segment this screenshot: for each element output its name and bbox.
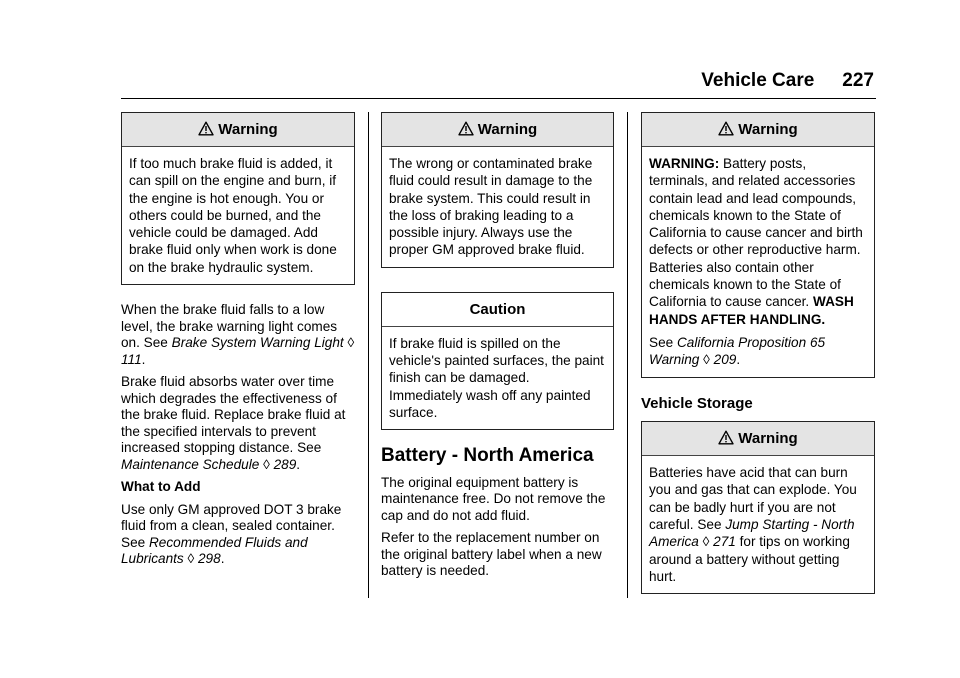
warning-title: Warning xyxy=(738,121,798,138)
warning-icon xyxy=(458,121,474,136)
column-divider-1 xyxy=(368,112,369,598)
warning-box-brake-overfill xyxy=(121,112,355,285)
ref-symbol-icon: ◊ xyxy=(703,352,710,368)
warning-icon xyxy=(198,121,214,136)
warning-title: Warning xyxy=(218,121,278,138)
ref-symbol-icon: ◊ xyxy=(263,456,270,472)
ref-jump-starting[interactable]: Jump Starting - North America xyxy=(649,516,855,550)
column-divider-2 xyxy=(627,112,628,598)
paragraph-dot3: Use only GM approved DOT 3 brake fluid from a clean, sealed container. See Recommended Fluids and Lubricants ◊ 298. xyxy=(121,501,342,567)
middle-column xyxy=(381,112,614,586)
header-rule xyxy=(121,98,876,99)
warning-text: Batteries have acid that can burn you and gas that can explode. You can be badly hurt if you are not careful. See Jump Starting - North America ◊ 271 for tips on working around a battery without getting hurt. xyxy=(649,465,857,584)
page-header xyxy=(701,70,874,92)
subheading-what-to-add: What to Add xyxy=(121,479,201,495)
paragraph-low-level: When the brake fluid falls to a low level, the brake warning light comes on. See Brake System Warning Light ◊ 111. xyxy=(121,302,355,367)
ref-symbol-icon: ◊ xyxy=(347,335,355,351)
ref-symbol-icon: ◊ xyxy=(702,534,710,550)
caution-title: Caution xyxy=(382,293,613,327)
ref-symbol-icon: ◊ xyxy=(187,551,195,567)
paragraph-maintenance-free: The original equipment battery is maintenance free. Do not remove the cap and do not add fluid. xyxy=(381,474,606,523)
ref-recommended-fluids[interactable]: Recommended Fluids and Lubricants xyxy=(121,534,308,567)
page-number: 227 xyxy=(842,70,874,91)
warning-title: Warning xyxy=(738,430,798,448)
section-heading-battery: Battery - North America xyxy=(381,445,594,467)
paragraph-replacement-number: Refer to the replacement number on the original battery label when a new battery is needed. xyxy=(381,530,602,579)
warning-text: WARNING: Battery posts, terminals, and related accessories contain lead and lead compounds, chemicals known to the State of California to cause cancer and birth defects or other reproductive harm. Batteries also contain other chemicals known to the State of California to cause cancer. WASH HANDS AFTER HANDLING. xyxy=(649,156,863,327)
paragraph-absorbs-water: Brake fluid absorbs water over time which degrades the effectiveness of the brake fluid. Replace brake fluid at the specified intervals to prevent increased stopping distance. See Maintenance Schedule ◊ 289. xyxy=(121,374,346,472)
section-title: Vehicle Care xyxy=(701,70,815,91)
warning-box-battery-acid xyxy=(641,421,875,594)
ref-california-prop65[interactable]: California Proposition 65 Warning xyxy=(649,334,826,368)
warning-text: If too much brake fluid is added, it can spill on the engine and burn, if the engine is hot enough. You or others could be burned, and the vehicle could be damaged. Add brake fluid only when work is done on the brake hydraulic system. xyxy=(129,156,337,275)
ref-maintenance-schedule[interactable]: Maintenance Schedule xyxy=(121,456,260,472)
section-heading-vehicle-storage: Vehicle Storage xyxy=(641,394,753,412)
right-column xyxy=(641,112,875,594)
ref-brake-warning-light[interactable]: Brake System Warning Light xyxy=(171,335,344,351)
warning-icon xyxy=(718,430,734,445)
warning-see-ref: See California Proposition 65 Warning ◊ 209. xyxy=(649,334,826,368)
warning-box-contaminated-fluid xyxy=(381,112,614,268)
warning-icon xyxy=(718,121,734,136)
caution-text: If brake fluid is spilled on the vehicle's painted surfaces, the paint finish can be damaged. Immediately wash off any painted surface. xyxy=(389,335,604,420)
left-column xyxy=(121,112,355,574)
warning-box-prop65 xyxy=(641,112,875,378)
caution-box-painted-surface xyxy=(381,292,614,430)
warning-text: The wrong or contaminated brake fluid could result in damage to the brake system. This could result in the loss of braking leading to a possible injury. Always use the proper GM approved brake fluid. xyxy=(389,156,593,258)
warning-title: Warning xyxy=(477,121,538,138)
